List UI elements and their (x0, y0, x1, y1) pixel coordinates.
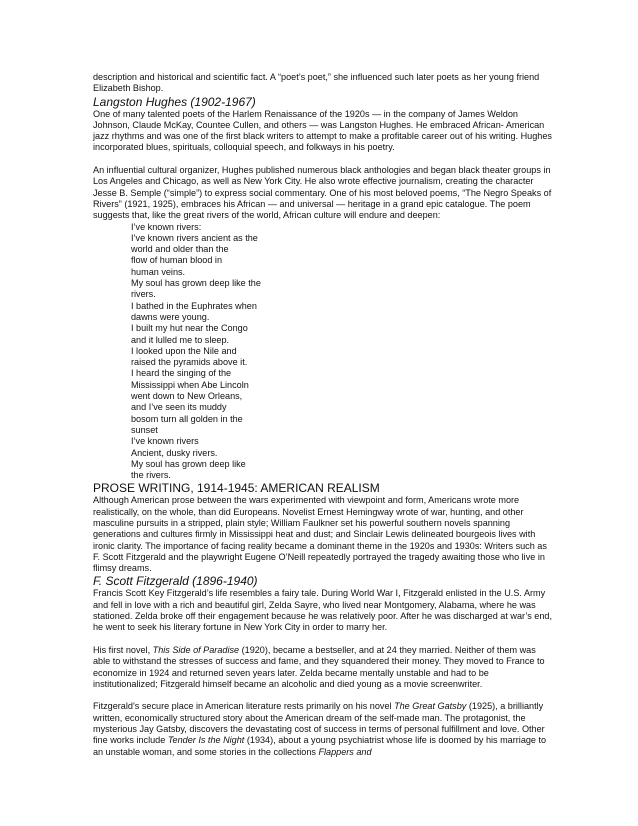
poem-line: the rivers. (131, 470, 171, 481)
poem-line: Mississippi when Abe Lincoln (131, 379, 249, 390)
fitzgerald-paragraph-3 (93, 701, 553, 757)
poem-line: and I’ve seen its muddy (131, 402, 227, 413)
intro-paragraph: description and historical and scientific fact. A “poet’s poet,” she influenced such later poets as her young friend Elizabeth Bishop. (93, 72, 540, 94)
fitzgerald-heading: F. Scott Fitzgerald (1896-1940) (93, 574, 258, 589)
book-title: Tender Is the Night (167, 735, 245, 746)
text-span: (1925), a brilliantly written, economically structured story about the American dream of the self-made man. The protagonist, the mysterious Jay Gatsby, discovers the devastating cost of success in terms of personal fulfillment and love. Other fine works include (93, 701, 545, 746)
poem-line: My soul has grown deep like (131, 458, 246, 469)
poem-line: flow of human blood in (131, 255, 222, 266)
poem-line: I bathed in the Euphrates when (131, 300, 257, 311)
poem-line: and it lulled me to sleep. (131, 334, 230, 345)
book-title: This Side of Paradise (152, 644, 240, 655)
poem-line: went down to New Orleans, (131, 391, 243, 402)
text-span: Fitzgerald’s secure place in American literature rests primarily on his novel (93, 701, 395, 712)
fitzgerald-paragraph-1: Francis Scott Key Fitzgerald’s life resembles a fairy tale. During World War I, Fitzgerald enlisted in the U.S. Army and fell in love with a rich and beautiful girl, Zelda Sayre, who lived near Montgomery, Alabama, where he was stationed. Zelda broke off their engagement because he was relatively poor. After he was discharged at war’s end, he went to seek his literary fortune in New York City in order to marry her. (93, 588, 553, 633)
poem-line: I’ve known rivers (131, 436, 199, 447)
poem-line: Ancient, dusky rivers. (131, 447, 218, 458)
text-span: (1934), about a young psychiatrist whose life is doomed by his marriage to an unstable woman, and some stories in the collections (93, 735, 547, 757)
hughes-paragraph-2: An influential cultural organizer, Hughes published numerous black anthologies and began black theater groups in Los Angeles and Chicago, as well as New York City. He also wrote effective journalism, creating the character Jesse B. Semple (“simple”) to express social commentary. One of his most beloved poems, “The Negro Speaks of Rivers” (1921, 1925), embraces his African — and universal — heritage in a grand epic catalogue. The poem suggests that, like the great rivers of the world, African culture will endure and deepen: (93, 165, 552, 221)
hughes-paragraph-1: One of many talented poets of the Harlem Renaissance of the 1920s — in the company of James Weldon Johnson, Claude McKay, Countee Cullen, and others — was Langston Hughes. He embraced African- American jazz rhythms and was one of the first black writers to attempt to make a profitable career out of his writing. Hughes incorporated blues, spirituals, colloquial speech, and folkways in his poetry. (93, 108, 552, 153)
prose-paragraph-1: Although American prose between the wars experimented with viewpoint and form, Americans wrote more realistically, on the whole, than did Europeans. Novelist Ernest Hemingway wrote of war, hunting, and other masculine pursuits in a stripped, plain style; William Faulkner set his powerful southern novels spanning generations and cultures firmly in Mississippi heat and dust; and Sinclair Lewis delineated bourgeois lives with ironic clarity. The importance of facing reality became a dominant theme in the 1920s and 1930s: Writers such as F. Scott Fitzgerald and the playwright Eugene O’Neill repeatedly portrayed the tragedy awaiting those who live in flimsy dreams. (93, 495, 547, 574)
poem-line: I built my hut near the Congo (131, 323, 248, 334)
book-title: The Great Gatsby (394, 701, 467, 712)
book-title: Flappers and (318, 746, 372, 757)
poem-line: rivers. (131, 289, 156, 300)
text-span: His first novel, (93, 644, 153, 655)
poem-line: world and older than the (131, 244, 229, 255)
hughes-heading: Langston Hughes (1902-1967) (93, 94, 256, 109)
poem-line: My soul has grown deep like the (131, 278, 261, 289)
poem-line: sunset (131, 424, 158, 435)
prose-heading: PROSE WRITING, 1914-1945: AMERICAN REALISM (93, 481, 380, 496)
poem-line: bosom turn all golden in the (131, 413, 243, 424)
poem-line: I looked upon the Nile and (131, 345, 237, 356)
poem-rivers (131, 222, 271, 482)
poem-line: raised the pyramids above it. (131, 357, 248, 368)
poem-line: dawns were young. (131, 311, 210, 322)
fitzgerald-paragraph-2 (93, 645, 553, 690)
poem-line: I’ve known rivers: (131, 221, 202, 232)
poem-line: human veins. (131, 266, 186, 277)
poem-line: I’ve known rivers ancient as the (131, 232, 258, 243)
document-page (93, 72, 553, 758)
poem-line: I heard the singing of the (131, 368, 232, 379)
text-span: (1920), became a bestseller, and at 24 they married. Neither of them was able to withstand the stresses of success and fame, and they squandered their money. They moved to France to economize in 1924 and returned seven years later. Zelda became mentally unstable and had to be institutionalized; Fitzgerald himself became an alcoholic and died young as a movie screenwriter. (93, 644, 545, 689)
